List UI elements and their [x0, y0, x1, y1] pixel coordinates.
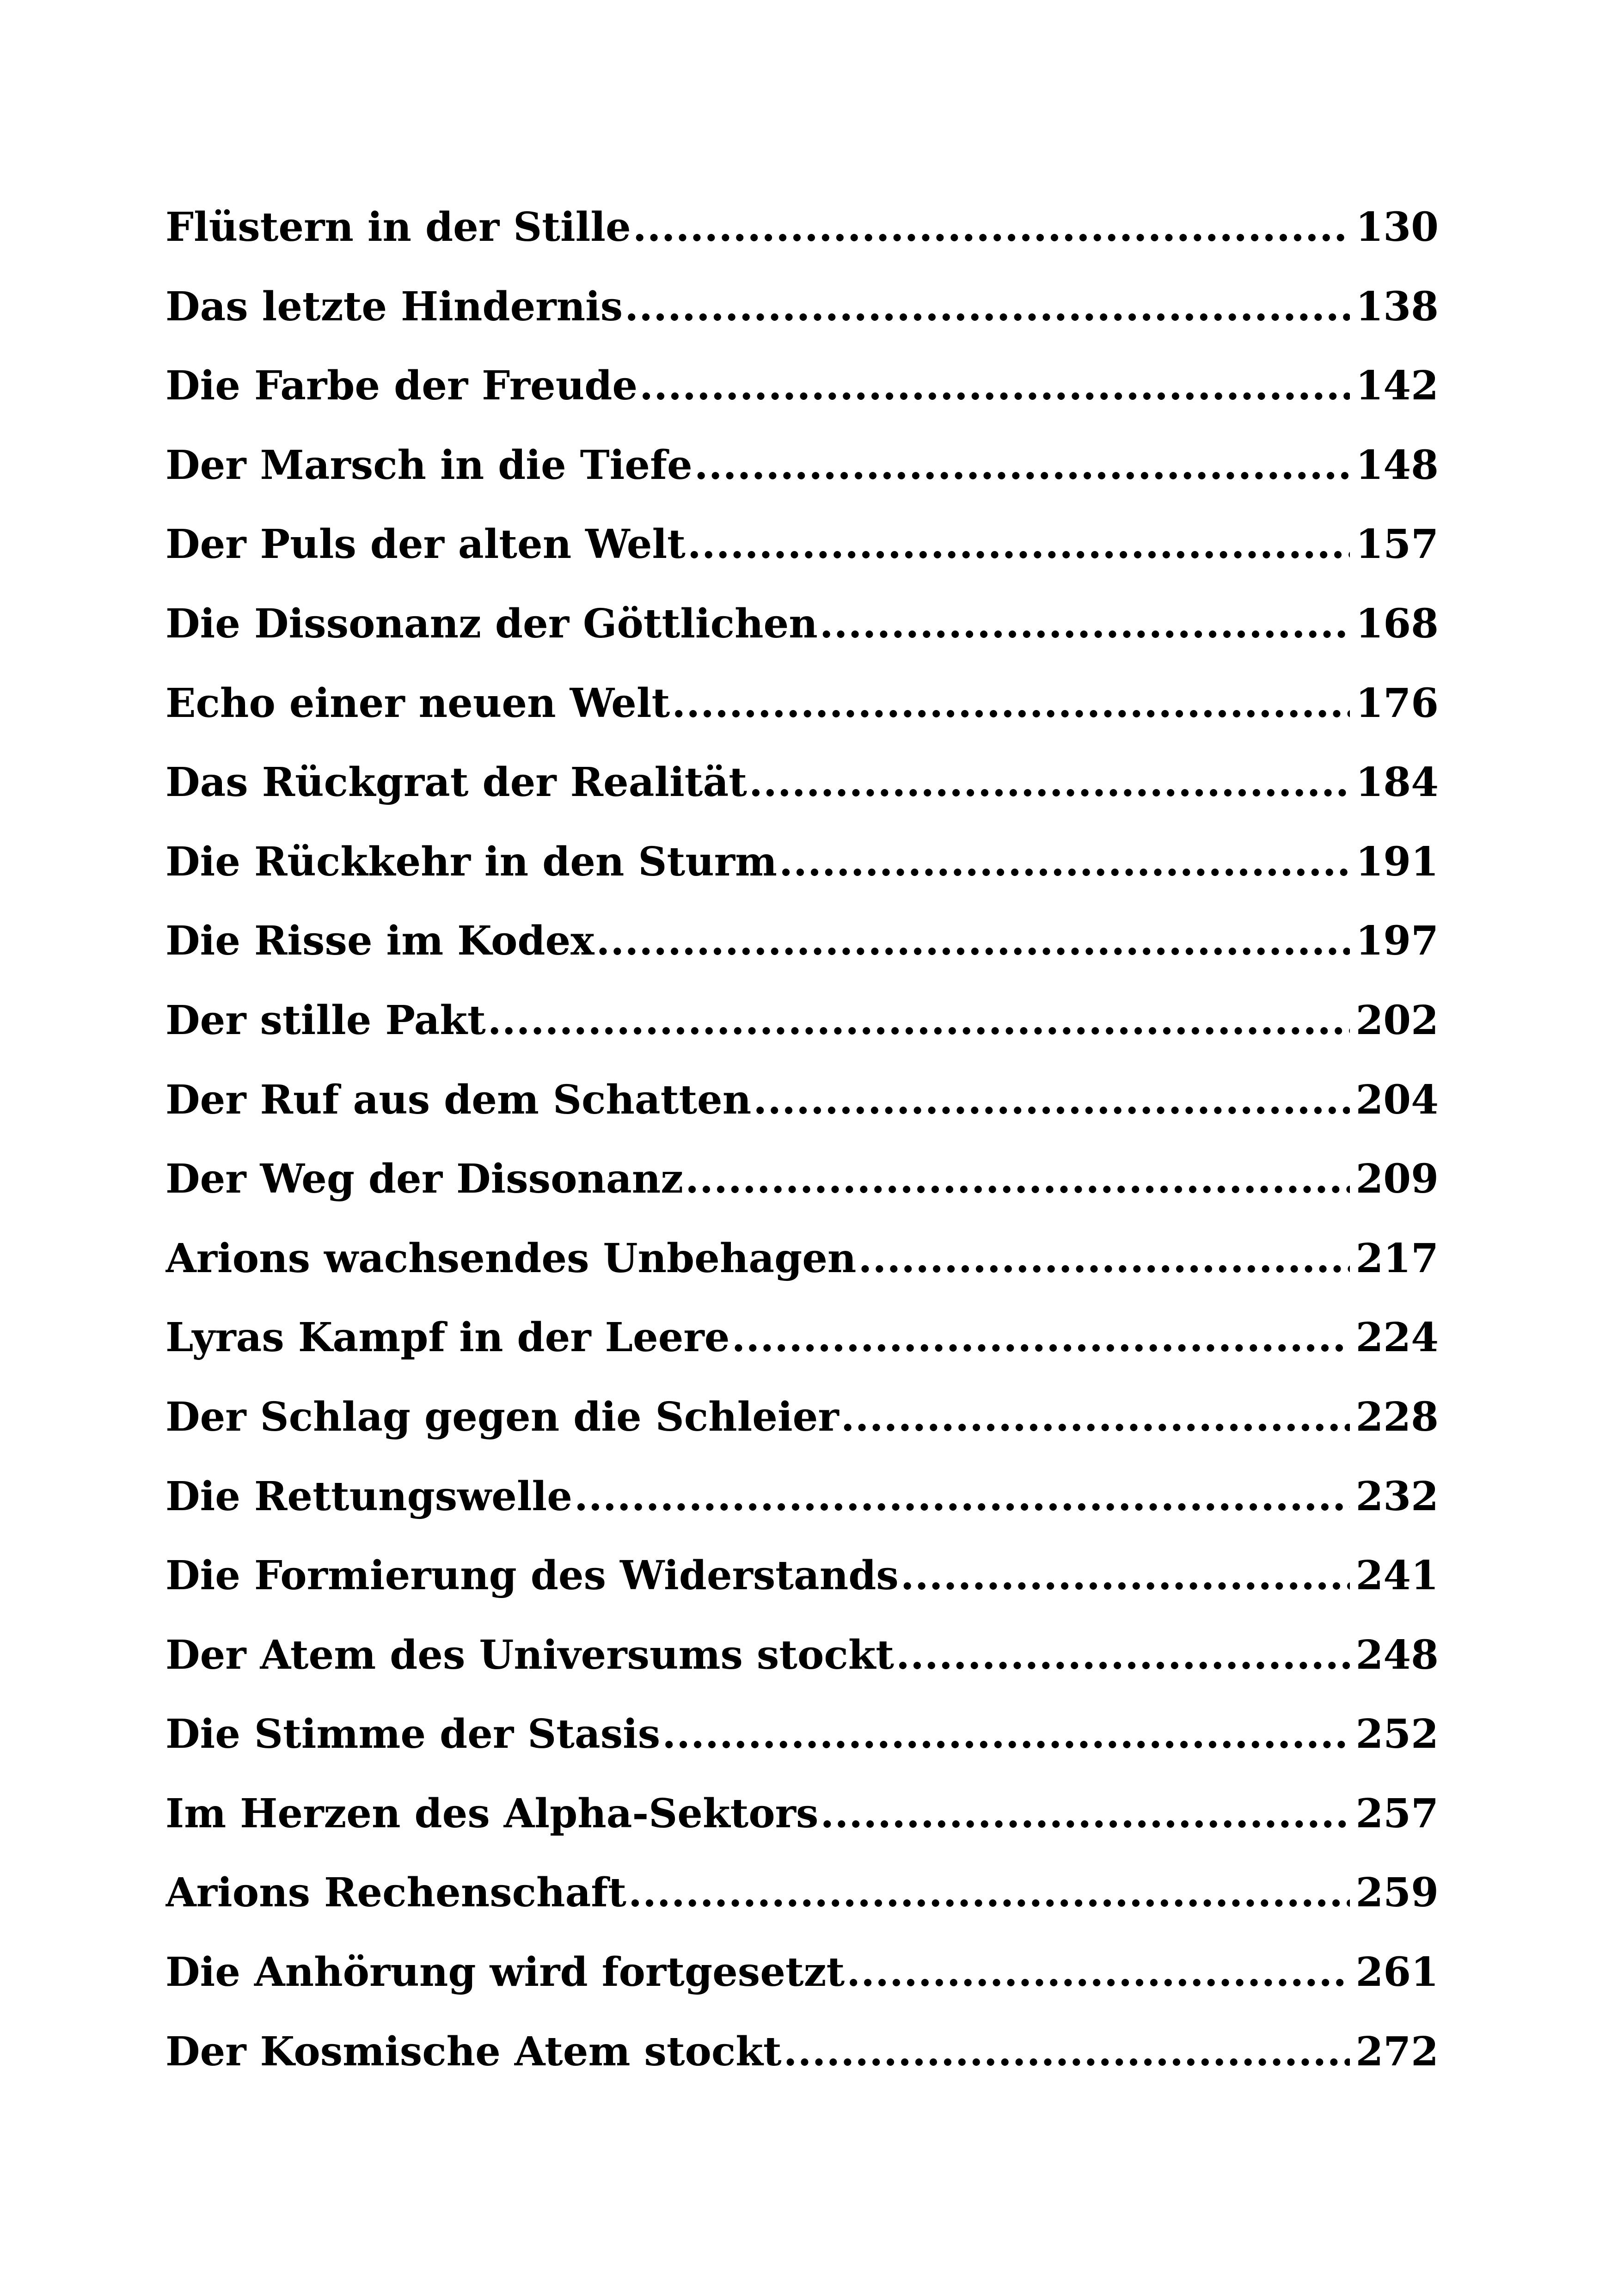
toc-entry-page: 209 — [1355, 1156, 1439, 1203]
toc-entry-page: 176 — [1355, 680, 1439, 727]
toc-entry-title: Der Marsch in die Tiefe — [165, 441, 693, 489]
toc-entry-title: Die Stimme der Stasis — [165, 1711, 661, 1758]
dot-leader — [596, 918, 1350, 964]
toc-entry-title: Der Ruf aus dem Schatten — [165, 1076, 752, 1123]
toc-entry — [165, 918, 1439, 997]
toc-entry-page: 204 — [1355, 1076, 1439, 1123]
toc-entry-page: 157 — [1355, 521, 1439, 568]
toc-entry-title: Im Herzen des Alpha-Sektors — [165, 1790, 819, 1837]
dot-leader — [639, 362, 1350, 409]
toc-entry-page: 272 — [1355, 2028, 1439, 2075]
dot-leader — [749, 759, 1350, 806]
toc-entry-page: 197 — [1355, 918, 1439, 965]
toc-entry — [165, 1077, 1439, 1156]
toc-entry — [165, 997, 1439, 1077]
dot-leader — [784, 2028, 1350, 2075]
dot-leader — [753, 1077, 1350, 1123]
toc-entry-title: Der Kosmische Atem stockt — [165, 2028, 782, 2075]
toc-entry-title: Die Anhörung wird fortgesetzt — [165, 1949, 845, 1996]
toc-entry-title: Der Atem des Universums stockt — [165, 1631, 895, 1678]
toc-entry — [165, 759, 1439, 839]
toc-entry — [165, 1790, 1439, 1870]
toc-entry-page: 148 — [1355, 441, 1439, 489]
toc-entry-title: Die Farbe der Freude — [165, 362, 638, 410]
dot-leader — [820, 600, 1350, 647]
toc-entry — [165, 2028, 1439, 2108]
dot-leader — [858, 1235, 1350, 1282]
toc-entry-title: Die Formierung des Widerstands — [165, 1552, 899, 1599]
toc-entry — [165, 1473, 1439, 1553]
toc-entry — [165, 362, 1439, 442]
toc-entry-page: 138 — [1355, 283, 1439, 330]
toc-entry-page: 241 — [1355, 1552, 1439, 1599]
toc-entry — [165, 1394, 1439, 1473]
toc-entry-page: 184 — [1355, 759, 1439, 806]
toc-entry — [165, 1869, 1439, 1949]
toc-entry — [165, 1552, 1439, 1632]
dot-leader — [488, 997, 1350, 1044]
toc-entry-page: 252 — [1355, 1711, 1439, 1758]
toc-entry-title: Die Rückkehr in den Sturm — [165, 838, 778, 885]
toc-entry-page: 168 — [1355, 600, 1439, 647]
toc-entry-title: Der Puls der alten Welt — [165, 521, 686, 568]
toc-entry — [165, 839, 1439, 918]
toc-entry — [165, 1235, 1439, 1315]
toc-entry — [165, 1711, 1439, 1790]
dot-leader — [662, 1711, 1350, 1757]
dot-leader — [687, 521, 1350, 568]
toc-entry-title: Arions wachsendes Unbehagen — [165, 1235, 857, 1282]
toc-entry-page: 261 — [1355, 1949, 1439, 1996]
dot-leader — [628, 1869, 1350, 1916]
dot-leader — [731, 1314, 1350, 1361]
dot-leader — [779, 839, 1350, 885]
toc-entry — [165, 521, 1439, 600]
toc-entry — [165, 204, 1439, 283]
toc-entry-title: Echo einer neuen Welt — [165, 680, 670, 727]
dot-leader — [574, 1473, 1350, 1520]
toc-entry-page: 191 — [1355, 838, 1439, 885]
toc-entry-page: 217 — [1355, 1235, 1439, 1282]
dot-leader — [846, 1949, 1350, 1996]
toc-entry — [165, 1314, 1439, 1394]
dot-leader — [841, 1394, 1350, 1440]
toc-entry — [165, 283, 1439, 363]
dot-leader — [694, 442, 1350, 489]
toc-entry — [165, 1949, 1439, 2028]
dot-leader — [633, 204, 1350, 251]
toc-entry-page: 228 — [1355, 1393, 1439, 1440]
toc-entry-title: Die Rettungswelle — [165, 1473, 572, 1520]
dot-leader — [672, 680, 1350, 727]
table-of-contents — [165, 204, 1439, 2107]
toc-entry-title: Die Risse im Kodex — [165, 918, 594, 965]
toc-entry-page: 142 — [1355, 362, 1439, 410]
toc-entry-page: 257 — [1355, 1790, 1439, 1837]
toc-entry-title: Der Weg der Dissonanz — [165, 1156, 684, 1203]
dot-leader — [901, 1552, 1350, 1599]
toc-entry-page: 259 — [1355, 1869, 1439, 1916]
toc-entry-page: 202 — [1355, 997, 1439, 1044]
toc-entry-page: 224 — [1355, 1314, 1439, 1361]
toc-entry — [165, 600, 1439, 680]
toc-entry-title: Die Dissonanz der Göttlichen — [165, 600, 818, 647]
toc-entry — [165, 1632, 1439, 1711]
toc-entry-page: 232 — [1355, 1473, 1439, 1520]
toc-entry-title: Das letzte Hindernis — [165, 283, 623, 330]
toc-entry-title: Lyras Kampf in der Leere — [165, 1314, 730, 1361]
toc-entry-page: 130 — [1355, 204, 1439, 251]
dot-leader — [685, 1156, 1350, 1202]
toc-entry — [165, 1156, 1439, 1235]
toc-entry — [165, 680, 1439, 759]
dot-leader — [820, 1790, 1350, 1837]
toc-entry-title: Der Schlag gegen die Schleier — [165, 1393, 839, 1440]
toc-entry-page: 248 — [1355, 1631, 1439, 1678]
toc-entry-title: Der stille Pakt — [165, 997, 486, 1044]
toc-entry-title: Flüstern in der Stille — [165, 204, 631, 251]
dot-leader — [896, 1632, 1350, 1678]
toc-entry-title: Das Rückgrat der Realität — [165, 759, 747, 806]
dot-leader — [625, 283, 1350, 330]
toc-entry — [165, 442, 1439, 521]
toc-entry-title: Arions Rechenschaft — [165, 1869, 627, 1916]
